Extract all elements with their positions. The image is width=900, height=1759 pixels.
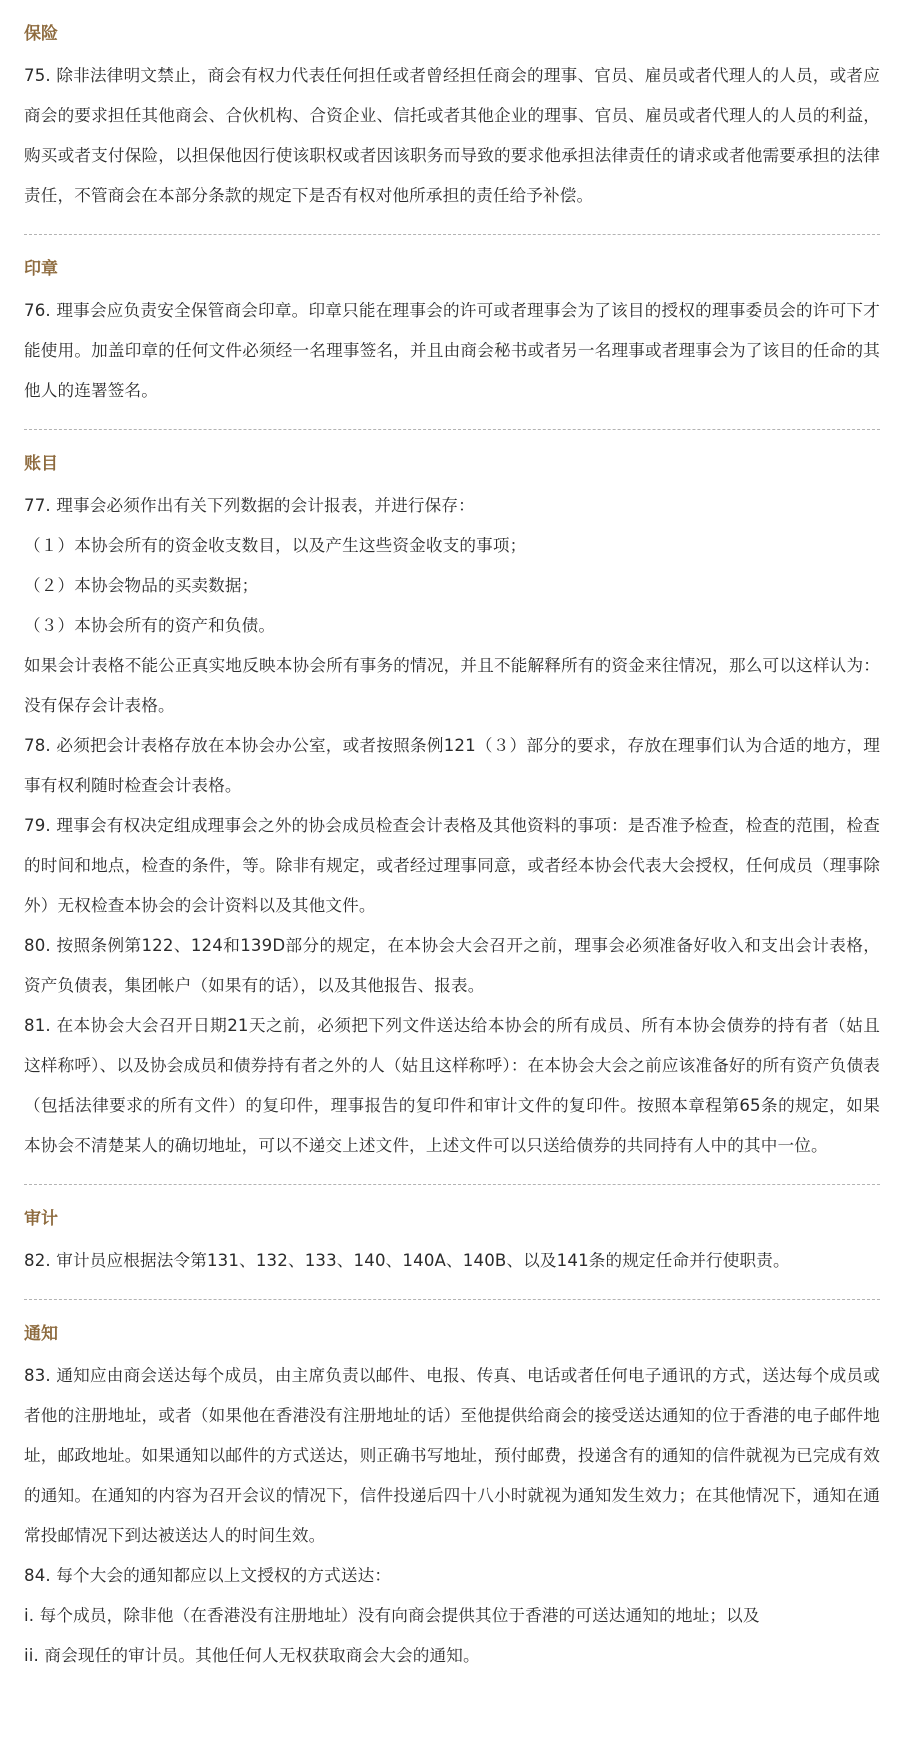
clause-82: 82. 审计员应根据法令第131、132、133、140、140A、140B、以及141条的规定任命并行使职责。 (24, 1251, 790, 1270)
dashed-divider (24, 1299, 880, 1300)
section-notices (24, 1322, 880, 1676)
section-heading: 通知 (24, 1324, 58, 1344)
clause-77-item-3: （３）本协会所有的资产和负债。 (24, 616, 276, 635)
clause-83: 83. 通知应由商会送达每个成员，由主席负责以邮件、电报、传真、电话或者任何电子通讯的方式，送达每个成员或者他的注册地址，或者（如果他在香港没有注册地址的话）至他提供给商会的接受送达通知的位于香港的电子邮件地址，邮政地址。如果通知以邮件的方式送达，则正确书写地址，预付邮费，投递含有的通知的信件就视为已完成有效的通知。在通知的内容为召开会议的情况下，信件投递后四十八小时就视为通知发生效力；在其他情况下，通知在通常投邮情况下到达被送达人的时间生效。 (24, 1366, 880, 1545)
section-seal (24, 257, 880, 411)
clause-80: 80. 按照条例第122、124和139D部分的规定，在本协会大会召开之前，理事会必须准备好收入和支出会计表格，资产负债表，集团帐户（如果有的话），以及其他报告、报表。 (24, 936, 880, 995)
section-audit (24, 1207, 880, 1281)
clause-77-item-2: （２）本协会物品的买卖数据； (24, 576, 259, 595)
clause-76: 76. 理事会应负责安全保管商会印章。印章只能在理事会的许可或者理事会为了该目的授权的理事委员会的许可下才能使用。加盖印章的任何文件必须经一名理事签名，并且由商会秘书或者另一名理事或者理事会为了该目的任命的其他人的连署签名。 (24, 301, 880, 400)
section-insurance (24, 22, 880, 216)
clause-84-item-i: i. 每个成员，除非他（在香港没有注册地址）没有向商会提供其位于香港的可送达通知的地址；以及 (24, 1606, 760, 1625)
clause-75: 75. 除非法律明文禁止，商会有权力代表任何担任或者曾经担任商会的理事、官员、雇员或者代理人的人员，或者应商会的要求担任其他商会、合伙机构、合资企业、信托或者其他企业的理事、官员、雇员或者代理人的人员的利益，购买或者支付保险，以担保他因行使该职权或者因该职务而导致的要求他承担法律责任的请求或者他需要承担的法律责任，不管商会在本部分条款的规定下是否有权对他所承担的责任给予补偿。 (24, 66, 880, 205)
dashed-divider (24, 234, 880, 235)
clause-81: 81. 在本协会大会召开日期21天之前，必须把下列文件送达给本协会的所有成员、所有本协会债券的持有者（姑且这样称呼）、以及协会成员和债券持有者之外的人（姑且这样称呼）：在本协会大会之前应该准备好的所有资产负债表（包括法律要求的所有文件）的复印件，理事报告的复印件和审计文件的复印件。按照本章程第65条的规定，如果本协会不清楚某人的确切地址，可以不递交上述文件，上述文件可以只送给债券的共同持有人中的其中一位。 (24, 1016, 880, 1155)
dashed-divider (24, 1184, 880, 1185)
clause-77-item-1: （１）本协会所有的资金收支数目，以及产生这些资金收支的事项； (24, 536, 527, 555)
clause-78: 78. 必须把会计表格存放在本协会办公室，或者按照条例121（３）部分的要求，存放在理事们认为合适的地方，理事有权利随时检查会计表格。 (24, 736, 880, 795)
clause-77: 77. 理事会必须作出有关下列数据的会计报表，并进行保存： (24, 496, 475, 515)
section-heading: 保险 (24, 24, 58, 44)
clause-84: 84. 每个大会的通知都应以上文授权的方式送达： (24, 1566, 392, 1585)
section-heading: 审计 (24, 1209, 58, 1229)
section-heading: 印章 (24, 259, 58, 279)
section-heading: 账目 (24, 454, 58, 474)
clause-84-item-ii: ii. 商会现任的审计员。其他任何人无权获取商会大会的通知。 (24, 1646, 480, 1665)
section-accounts (24, 452, 880, 1166)
clause-77-note: 如果会计表格不能公正真实地反映本协会所有事务的情况，并且不能解释所有的资金来往情况，那么可以这样认为：没有保存会计表格。 (24, 656, 880, 715)
dashed-divider (24, 429, 880, 430)
clause-79: 79. 理事会有权决定组成理事会之外的协会成员检查会计表格及其他资料的事项：是否准予检查，检查的范围，检查的时间和地点，检查的条件，等。除非有规定，或者经过理事同意，或者经本协会代表大会授权，任何成员（理事除外）无权检查本协会的会计资料以及其他文件。 (24, 816, 880, 915)
